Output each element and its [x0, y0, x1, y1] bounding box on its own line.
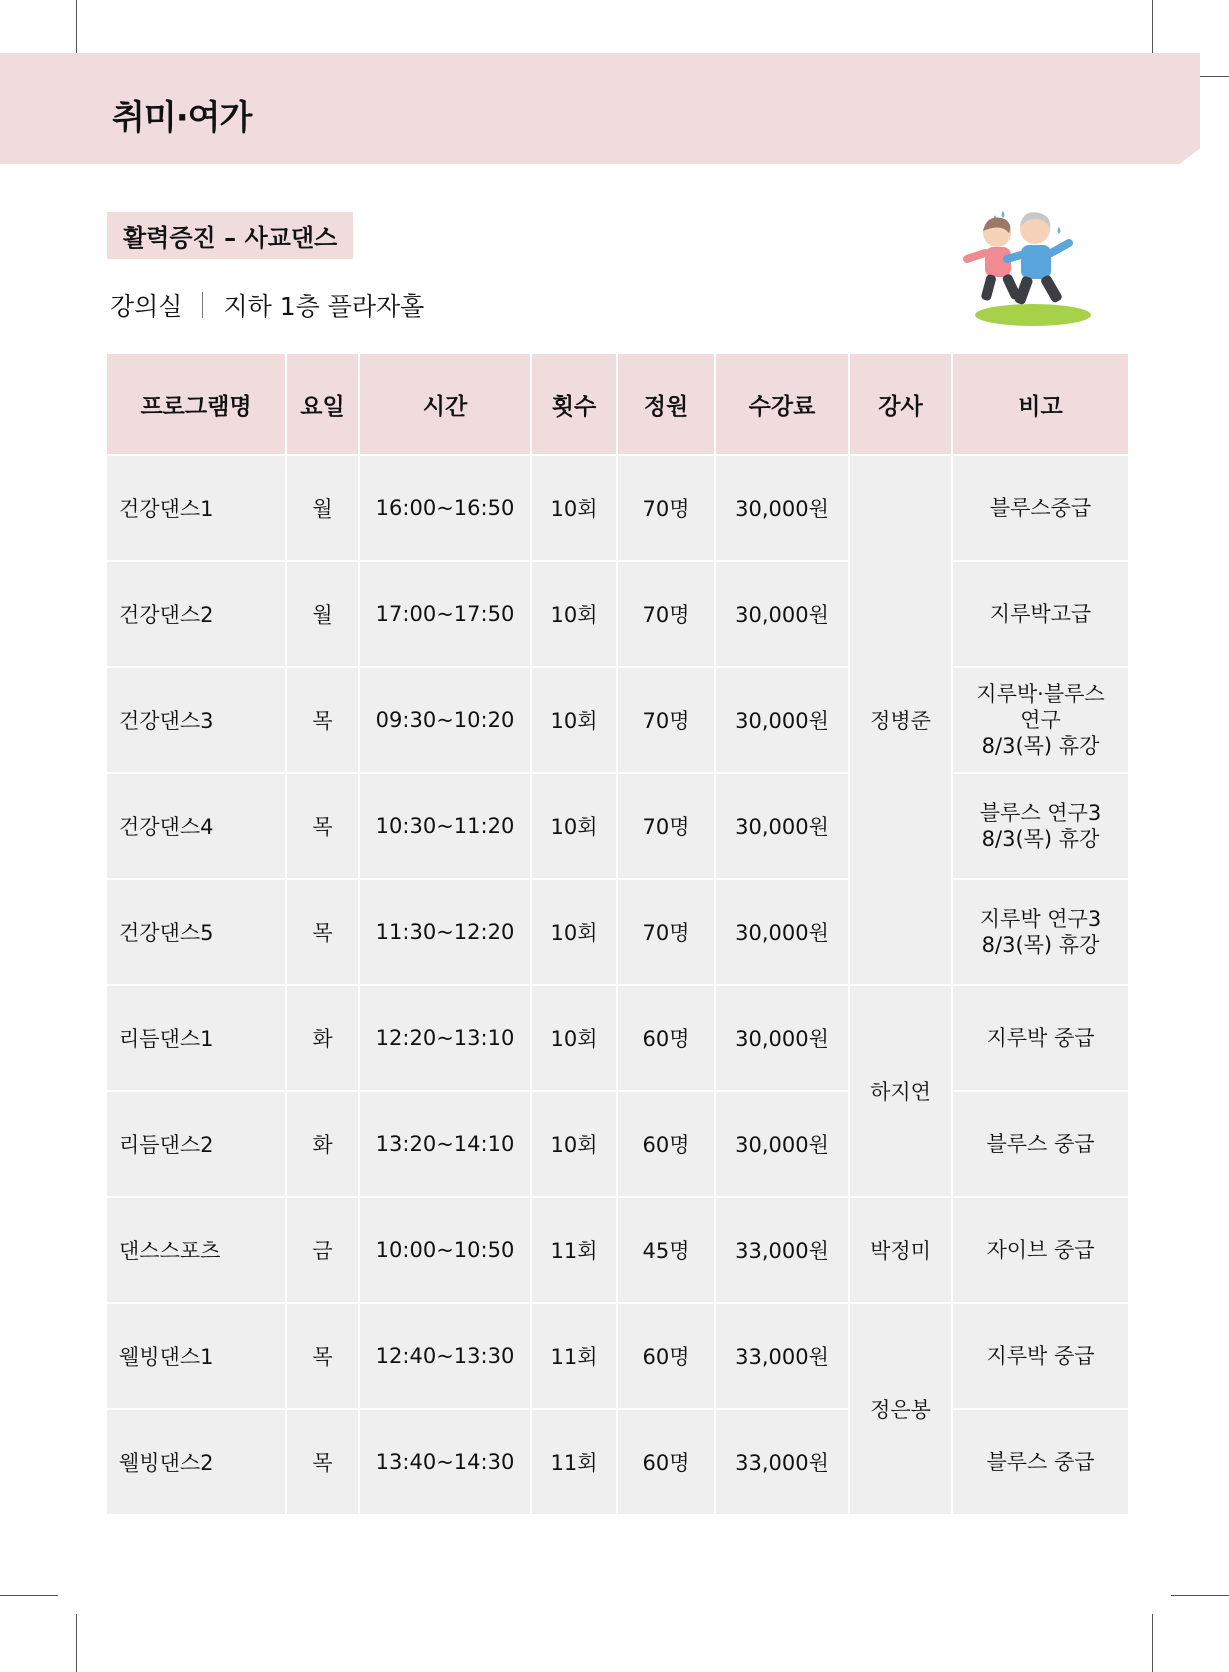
room-info	[110, 287, 424, 323]
program-name-cell: 웰빙댄스2	[107, 1410, 285, 1514]
note-cell	[953, 668, 1128, 772]
table-row	[107, 1198, 1128, 1302]
table-row	[107, 562, 1128, 666]
program-name-cell: 건강댄스4	[107, 774, 285, 878]
table-row	[107, 1410, 1128, 1514]
room-label: 강의실	[110, 292, 183, 321]
note-cell: 블루스 중급	[953, 1410, 1128, 1514]
note-line: 8/3(목) 휴강	[981, 734, 1100, 758]
instructor-cell: 하지연	[850, 986, 951, 1196]
note-cell: 블루스 중급	[953, 1092, 1128, 1196]
crop-mark	[1152, 0, 1153, 58]
fee-cell: 30,000원	[716, 1092, 848, 1196]
divider	[202, 292, 203, 318]
table-row	[107, 1304, 1128, 1408]
table-row	[107, 456, 1128, 560]
instructor-cell: 정병준	[850, 456, 951, 984]
table-row	[107, 774, 1128, 878]
table-row	[107, 1092, 1128, 1196]
fee-cell: 30,000원	[716, 986, 848, 1090]
schedule-table	[105, 352, 1130, 1516]
time-cell: 11:30~12:20	[360, 880, 530, 984]
program-name-cell: 리듬댄스1	[107, 986, 285, 1090]
program-name-cell: 건강댄스1	[107, 456, 285, 560]
note-cell: 블루스중급	[953, 456, 1128, 560]
time-cell: 10:00~10:50	[360, 1198, 530, 1302]
fee-cell: 30,000원	[716, 880, 848, 984]
sessions-cell: 10회	[532, 774, 616, 878]
time-cell: 13:40~14:30	[360, 1410, 530, 1514]
day-cell: 목	[287, 774, 358, 878]
column-header: 비고	[953, 354, 1128, 454]
capacity-cell: 45명	[618, 1198, 714, 1302]
note-line: 블루스 연구3	[979, 801, 1102, 825]
note-line: 지루박 연구3	[979, 907, 1102, 931]
capacity-cell: 70명	[618, 668, 714, 772]
sessions-cell: 10회	[532, 986, 616, 1090]
note-cell: 지루박 중급	[953, 986, 1128, 1090]
capacity-cell: 70명	[618, 880, 714, 984]
day-cell: 월	[287, 456, 358, 560]
capacity-cell: 60명	[618, 1092, 714, 1196]
crop-mark	[1152, 1614, 1153, 1672]
instructor-cell: 박정미	[850, 1198, 951, 1302]
fee-cell: 30,000원	[716, 774, 848, 878]
sessions-cell: 10회	[532, 456, 616, 560]
sessions-cell: 11회	[532, 1198, 616, 1302]
fee-cell: 30,000원	[716, 668, 848, 772]
note-line: 연구	[1020, 708, 1061, 732]
day-cell: 목	[287, 880, 358, 984]
sessions-cell: 10회	[532, 880, 616, 984]
capacity-cell: 70명	[618, 774, 714, 878]
column-header: 시간	[360, 354, 530, 454]
sessions-cell: 11회	[532, 1410, 616, 1514]
time-cell: 16:00~16:50	[360, 456, 530, 560]
note-line: 지루박·블루스	[976, 682, 1105, 706]
table-header-row	[107, 354, 1128, 454]
note-cell: 지루박고급	[953, 562, 1128, 666]
time-cell: 09:30~10:20	[360, 668, 530, 772]
time-cell: 13:20~14:10	[360, 1092, 530, 1196]
capacity-cell: 70명	[618, 456, 714, 560]
sessions-cell: 11회	[532, 1304, 616, 1408]
program-name-cell: 건강댄스5	[107, 880, 285, 984]
column-header: 정원	[618, 354, 714, 454]
program-title-text: 활력증진 – 사교댄스	[123, 224, 338, 252]
note-cell: 지루박 중급	[953, 1304, 1128, 1408]
fee-cell: 33,000원	[716, 1410, 848, 1514]
sessions-cell: 10회	[532, 562, 616, 666]
capacity-cell: 60명	[618, 1304, 714, 1408]
program-name-cell: 댄스스포츠	[107, 1198, 285, 1302]
note-cell	[953, 880, 1128, 984]
room-value: 지하 1층 플라자홀	[223, 292, 425, 321]
table-row	[107, 880, 1128, 984]
day-cell: 화	[287, 986, 358, 1090]
sessions-cell: 10회	[532, 668, 616, 772]
table-row	[107, 668, 1128, 772]
sessions-cell: 10회	[532, 1092, 616, 1196]
time-cell: 10:30~11:20	[360, 774, 530, 878]
column-header: 강사	[850, 354, 951, 454]
program-name-cell: 건강댄스2	[107, 562, 285, 666]
time-cell: 12:40~13:30	[360, 1304, 530, 1408]
column-header: 횟수	[532, 354, 616, 454]
capacity-cell: 70명	[618, 562, 714, 666]
crop-mark	[1171, 1595, 1229, 1596]
fee-cell: 33,000원	[716, 1304, 848, 1408]
note-cell: 자이브 중급	[953, 1198, 1128, 1302]
column-header: 수강료	[716, 354, 848, 454]
capacity-cell: 60명	[618, 1410, 714, 1514]
table-row	[107, 986, 1128, 1090]
program-title	[107, 212, 353, 259]
day-cell: 목	[287, 668, 358, 772]
crop-mark	[76, 1614, 77, 1672]
time-cell: 17:00~17:50	[360, 562, 530, 666]
day-cell: 목	[287, 1304, 358, 1408]
program-name-cell: 웰빙댄스1	[107, 1304, 285, 1408]
column-header: 프로그램명	[107, 354, 285, 454]
day-cell: 금	[287, 1198, 358, 1302]
capacity-cell: 60명	[618, 986, 714, 1090]
day-cell: 월	[287, 562, 358, 666]
section-title: 취미·여가	[112, 98, 252, 138]
crop-mark	[0, 1595, 58, 1596]
program-name-cell: 건강댄스3	[107, 668, 285, 772]
fee-cell: 30,000원	[716, 456, 848, 560]
crop-mark	[76, 0, 77, 58]
note-line: 8/3(목) 휴강	[981, 933, 1100, 957]
note-line: 8/3(목) 휴강	[981, 827, 1100, 851]
day-cell: 화	[287, 1092, 358, 1196]
time-cell: 12:20~13:10	[360, 986, 530, 1090]
column-header: 요일	[287, 354, 358, 454]
instructor-cell: 정은봉	[850, 1304, 951, 1514]
program-name-cell: 리듬댄스2	[107, 1092, 285, 1196]
fee-cell: 33,000원	[716, 1198, 848, 1302]
dancing-seniors-illustration	[955, 205, 1105, 330]
day-cell: 목	[287, 1410, 358, 1514]
note-cell	[953, 774, 1128, 878]
fee-cell: 30,000원	[716, 562, 848, 666]
